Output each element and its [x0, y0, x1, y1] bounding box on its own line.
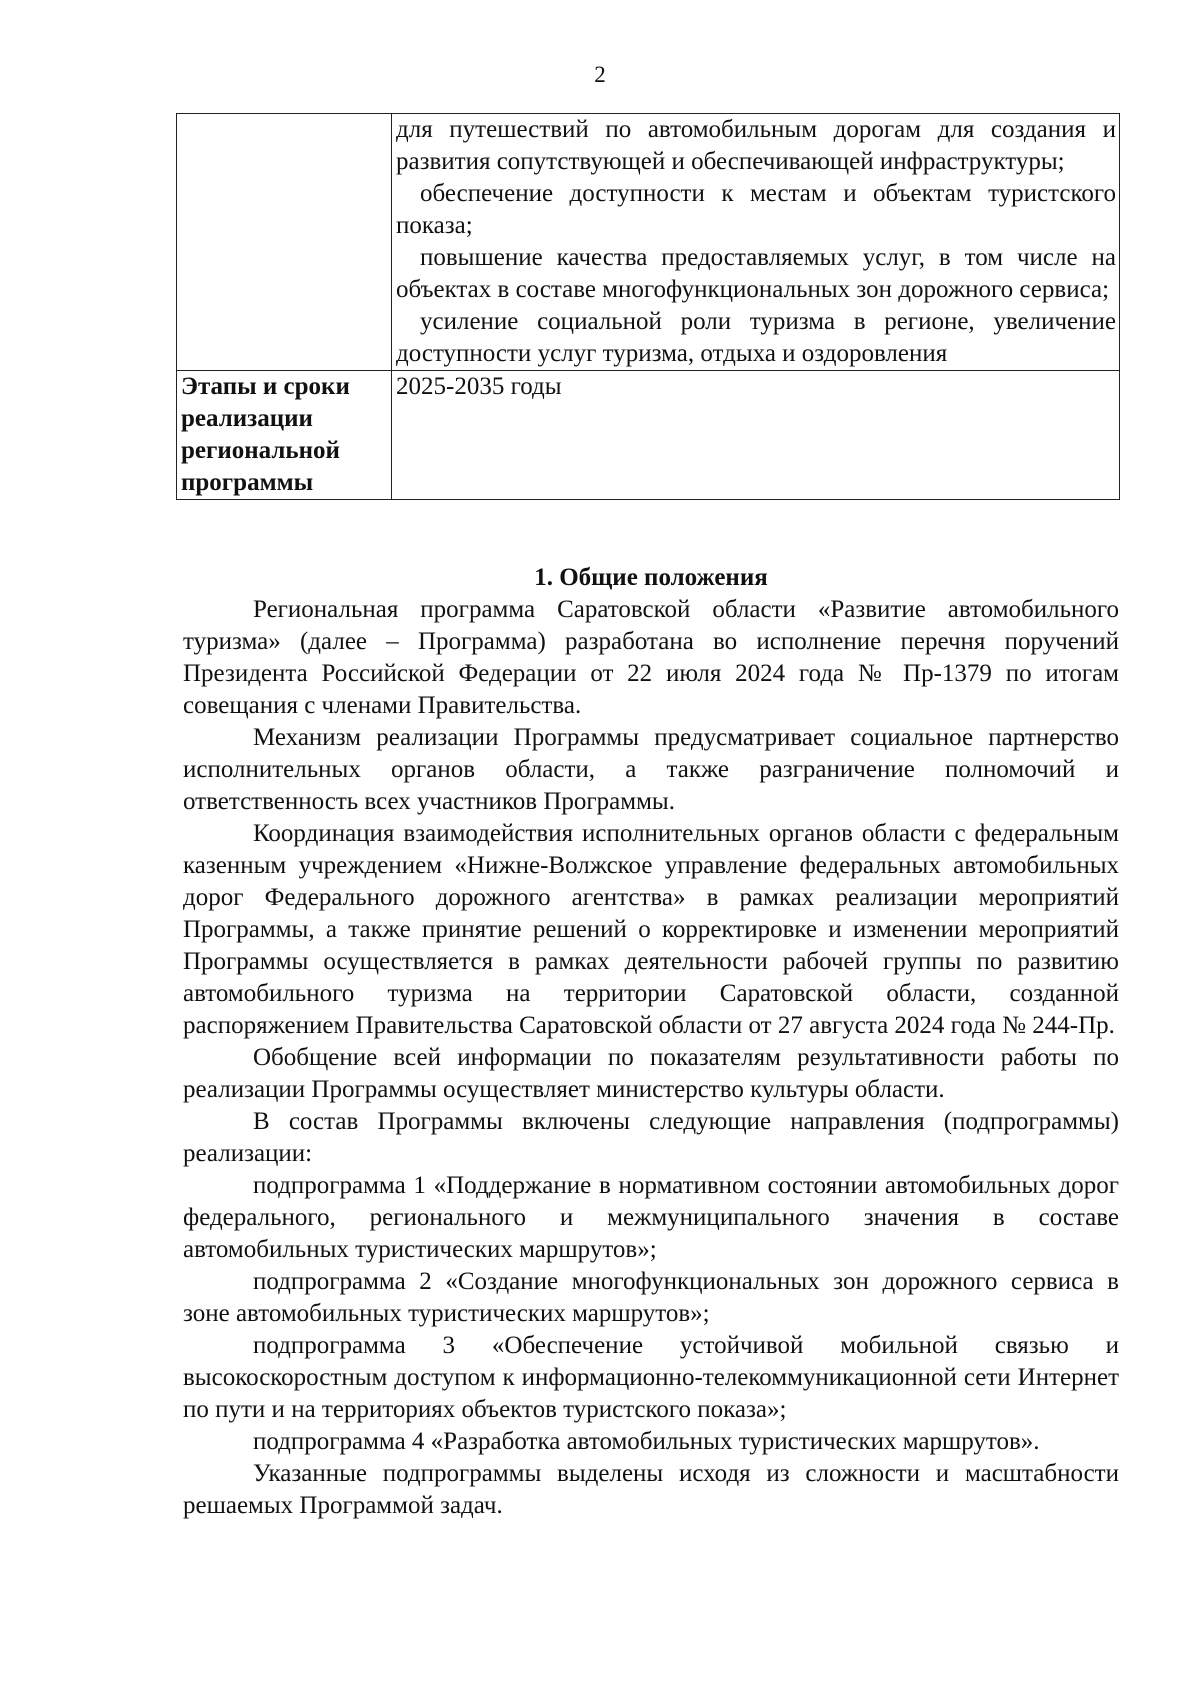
table-row: [177, 114, 1120, 371]
table-label-cell: [177, 114, 392, 371]
subprogram-item: подпрограмма 3 «Обеспечение устойчивой мобильной связью и высокоскоростным доступом к информационно-телекоммуникационной сети Интернет по пути и на территориях объектов туристского показа»;: [183, 1332, 1119, 1423]
paragraph: Координация взаимодействия исполнительных органов области с федеральным казенным учреждением «Нижне-Волжское управление федеральных автомобильных дорог Федерального дорожного агентства» в рамках реализации мероприятий Программы, а также принятие решений о корректировке и изменении мероприятий Программы осуществляется в рамках деятельности рабочей группы по развитию автомобильного туризма на территории Саратовской области, созданной распоряжением Правительства Саратовской области от 27 августа 2024 года № 244-Пр.: [183, 820, 1119, 1039]
table-cell-text: обеспечение доступности к местам и объектам туристского показа;: [396, 180, 1116, 239]
table-cell-text: повышение качества предоставляемых услуг, в том числе на объектах в составе многофункциональных зон дорожного сервиса;: [396, 244, 1116, 303]
paragraph: Механизм реализации Программы предусматривает социальное партнерство исполнительных органов области, а также разграничение полномочий и ответственность всех участников Программы.: [183, 724, 1119, 815]
paragraph: Обобщение всей информации по показателям результативности работы по реализации Программы осуществляет министерство культуры области.: [183, 1044, 1119, 1103]
table-cell-text: для путешествий по автомобильным дорогам для создания и развития сопутствующей и обеспечивающей инфраструктуры;: [396, 116, 1116, 175]
subprogram-item: подпрограмма 4 «Разработка автомобильных туристических маршрутов».: [253, 1428, 1040, 1455]
table-value-cell: [392, 114, 1120, 371]
subprogram-item: подпрограмма 2 «Создание многофункциональных зон дорожного сервиса в зоне автомобильных туристических маршрутов»;: [183, 1268, 1119, 1327]
stages-value-cell: 2025-2035 годы: [392, 371, 1120, 500]
table-cell-text: усиление социальной роли туризма в регионе, увеличение доступности услуг туризма, отдыха и оздоровления: [396, 308, 1116, 367]
page-number: 2: [594, 62, 606, 87]
program-passport-table: [176, 113, 1120, 500]
general-provisions-section: [183, 562, 1119, 1522]
paragraph: Региональная программа Саратовской области «Развитие автомобильного туризма» (далее – Программа) разработана во исполнение перечня поручений Президента Российской Федерации от 22 июля 2024 года № Пр-1379 по итогам совещания с членами Правительства.: [183, 596, 1119, 719]
subprogram-item: подпрограмма 1 «Поддержание в нормативном состоянии автомобильных дорог федерального, регионального и межмуниципального значения в составе автомобильных туристических маршрутов»;: [183, 1172, 1119, 1263]
paragraph: В состав Программы включены следующие направления (подпрограммы) реализации:: [183, 1108, 1119, 1167]
stages-label-cell: Этапы и сроки реализации региональной программы: [177, 371, 392, 500]
table-row: [177, 371, 1120, 500]
section-title: 1. Общие положения: [534, 564, 768, 591]
paragraph: Указанные подпрограммы выделены исходя из сложности и масштабности решаемых Программой задач.: [183, 1460, 1119, 1519]
